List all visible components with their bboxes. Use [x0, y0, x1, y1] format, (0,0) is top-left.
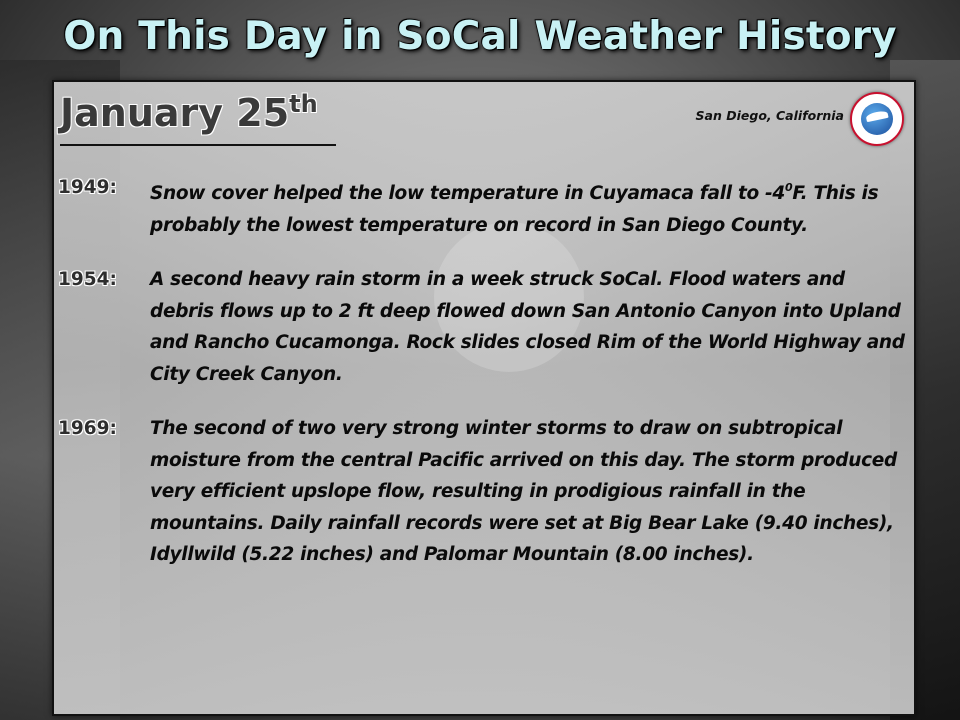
- event-description: [150, 172, 908, 241]
- heading-underline: [60, 144, 336, 146]
- event-description: A second heavy rain storm in a week struck SoCal. Flood waters and debris flows up to 2 ft deep flowed down San Antonio Canyon into Upland and Rancho Cucamonga. Rock slides closed Rim of the World Highway and City Creek Canyon.: [150, 269, 905, 385]
- event-item: [58, 413, 908, 571]
- location-label: San Diego, California: [695, 108, 844, 123]
- event-item: [58, 172, 908, 241]
- events-list: [58, 172, 908, 594]
- date-suffix: th: [289, 90, 318, 118]
- date-heading: [60, 90, 318, 135]
- nws-logo-icon: [850, 92, 904, 146]
- event-text-part1: Snow cover helped the low temperature in Cuyamaca fall to -4: [150, 183, 785, 204]
- event-item: [58, 264, 908, 390]
- event-year: 1949:: [58, 177, 117, 198]
- event-year: 1969:: [58, 418, 117, 439]
- degree-superscript: 0: [784, 181, 793, 194]
- date-text: January 25: [60, 91, 290, 135]
- event-text-part2: F. This is probably the lowest temperature on record in San Diego County.: [150, 183, 879, 236]
- content-panel: [52, 80, 916, 716]
- page-title: On This Day in SoCal Weather History: [63, 14, 897, 59]
- event-description: The second of two very strong winter storms to draw on subtropical moisture from the central Pacific arrived on this day. The storm produced very efficient upslope flow, resulting in prodigious rainfall in the mountains. Daily rainfall records were set at Big Bear Lake (9.40 inches), Idyllwild (5.22 inches) and Palomar Mountain (8.00 inches).: [150, 418, 897, 565]
- event-year: 1954:: [58, 269, 117, 290]
